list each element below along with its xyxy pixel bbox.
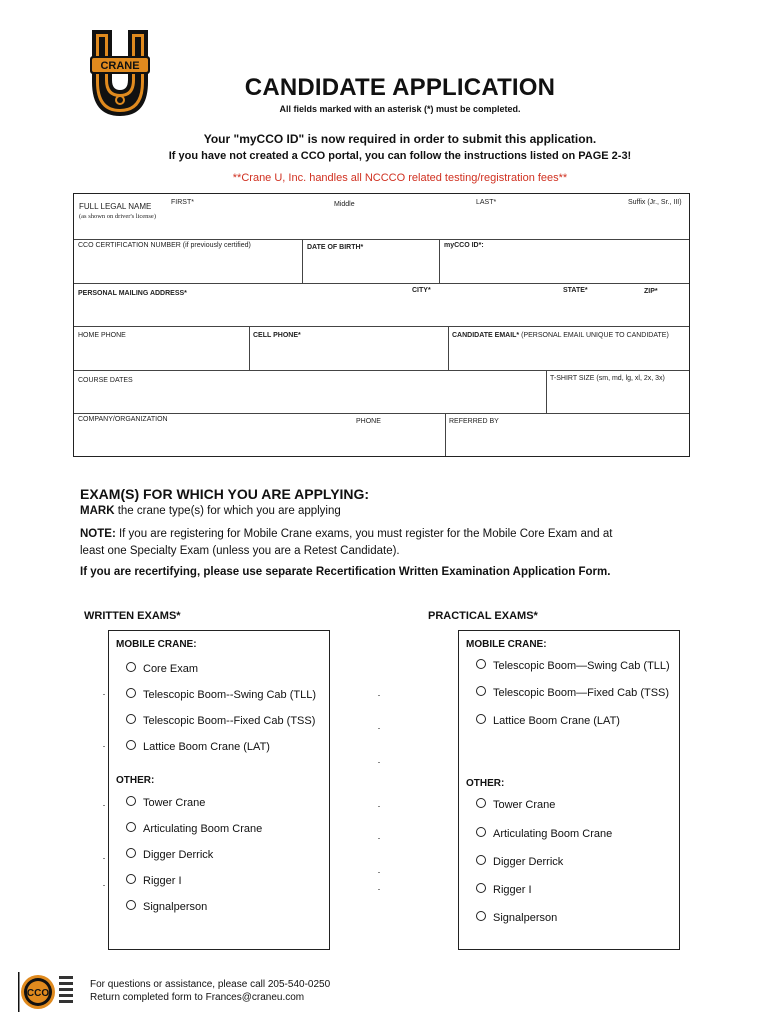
cco-cert-number-label: CCO CERTIFICATION NUMBER (if previously certified) <box>78 242 251 249</box>
mailing-address-label: PERSONAL MAILING ADDRESS* <box>78 290 187 297</box>
mycco-required-notice: Your "myCCO ID" is now required in order to submit this application. <box>203 132 597 146</box>
radio-icon <box>126 848 136 858</box>
page-title: CANDIDATE APPLICATION <box>244 74 556 101</box>
practical-articulating-option[interactable]: Articulating Boom Crane <box>476 827 612 840</box>
scan-artifact <box>378 762 380 763</box>
cco-logo <box>18 970 78 1014</box>
written-other-heading: OTHER: <box>116 775 155 786</box>
practical-lat-option[interactable]: Lattice Boom Crane (LAT) <box>476 714 620 727</box>
state-label: STATE* <box>563 287 588 294</box>
written-digger-derrick-option[interactable]: Digger Derrick <box>126 848 213 861</box>
applicant-info-form <box>73 193 690 457</box>
radio-icon <box>476 686 486 696</box>
practical-signalperson-option[interactable]: Signalperson <box>476 911 557 924</box>
radio-icon <box>476 855 486 865</box>
written-articulating-option[interactable]: Articulating Boom Crane <box>126 822 262 835</box>
referred-by-label: REFERRED BY <box>449 418 499 425</box>
practical-mobile-heading: MOBILE CRANE: <box>466 639 547 650</box>
logo-text: CRANE <box>100 60 140 72</box>
mycco-id-field[interactable] <box>440 240 689 283</box>
dob-label: DATE OF BIRTH* <box>307 244 364 251</box>
scan-artifact <box>378 806 380 807</box>
scan-artifact <box>378 695 380 696</box>
radio-icon <box>126 740 136 750</box>
cell-phone-label: CELL PHONE* <box>253 332 301 339</box>
scan-artifact <box>103 805 105 806</box>
portal-notice: If you have not created a CCO portal, you can follow the instructions listed on PAGE 2-3! <box>168 150 632 162</box>
phone-label: PHONE <box>356 418 381 425</box>
practical-tll-option[interactable]: Telescopic Boom—Swing Cab (TLL) <box>476 659 670 672</box>
city-label: CITY* <box>412 287 431 294</box>
practical-tower-crane-option[interactable]: Tower Crane <box>476 798 555 811</box>
company-label: COMPANY/ORGANIZATION <box>78 416 168 423</box>
cco-logo-text: CCO <box>26 988 50 999</box>
scan-artifact <box>103 885 105 886</box>
radio-icon <box>126 688 136 698</box>
recert-notice: If you are recertifying, please use separate Recertification Written Examination Application Form. <box>80 566 611 578</box>
dob-field[interactable] <box>303 240 439 283</box>
practical-tss-option[interactable]: Telescopic Boom—Fixed Cab (TSS) <box>476 686 669 699</box>
course-dates-label: COURSE DATES <box>78 377 133 384</box>
radio-icon <box>126 796 136 806</box>
page-subtitle: All fields marked with an asterisk (*) must be completed. <box>279 104 521 114</box>
radio-icon <box>476 659 486 669</box>
radio-icon <box>126 874 136 884</box>
suffix-label: Suffix (Jr., Sr., III) <box>628 199 682 206</box>
radio-icon <box>476 883 486 893</box>
as-shown-note: (as shown on driver's license) <box>79 213 156 220</box>
company-field[interactable] <box>74 414 445 456</box>
written-exams-heading: WRITTEN EXAMS* <box>84 610 181 622</box>
first-name-label: FIRST* <box>171 199 194 206</box>
radio-icon <box>476 798 486 808</box>
radio-icon <box>126 714 136 724</box>
cco-cert-number-field[interactable] <box>74 240 302 283</box>
footer-phone-line: For questions or assistance, please call 205-540-0250 <box>90 979 331 990</box>
note-line-1: NOTE: If you are registering for Mobile Crane exams, you must register for the Mobile Core Exam and at <box>80 528 613 540</box>
radio-icon <box>126 662 136 672</box>
mycco-id-label: myCCO ID*: <box>444 242 484 249</box>
radio-icon <box>476 827 486 837</box>
scan-artifact <box>378 889 380 890</box>
scan-artifact <box>103 694 105 695</box>
home-phone-label: HOME PHONE <box>78 332 126 339</box>
referred-by-field[interactable] <box>446 414 689 456</box>
full-legal-name-field[interactable] <box>74 194 689 239</box>
footer-email-line: Return completed form to Frances@craneu.com <box>90 992 305 1003</box>
practical-exams-box <box>458 630 680 950</box>
written-tower-crane-option[interactable]: Tower Crane <box>126 796 205 809</box>
course-dates-field[interactable] <box>74 371 546 413</box>
last-name-label: LAST* <box>476 199 497 206</box>
scan-artifact <box>103 746 105 747</box>
tshirt-size-label: T-SHIRT SIZE (sm, md, lg, xl, 2x, 3x) <box>550 375 665 382</box>
radio-icon <box>476 911 486 921</box>
written-mobile-heading: MOBILE CRANE: <box>116 639 197 650</box>
email-label: CANDIDATE EMAIL* (PERSONAL EMAIL UNIQUE TO CANDIDATE) <box>452 332 669 339</box>
practical-digger-derrick-option[interactable]: Digger Derrick <box>476 855 563 868</box>
mailing-address-field[interactable] <box>74 284 689 326</box>
written-tss-option[interactable]: Telescopic Boom--Fixed Cab (TSS) <box>126 714 315 727</box>
written-signalperson-option[interactable]: Signalperson <box>126 900 207 913</box>
zip-label: ZIP* <box>644 288 658 295</box>
scan-artifact <box>378 838 380 839</box>
fees-notice: **Crane U, Inc. handles all NCCCO related testing/registration fees** <box>232 172 568 184</box>
radio-icon <box>126 900 136 910</box>
note-line-2: least one Specialty Exam (unless you are a Retest Candidate). <box>80 545 400 557</box>
written-exams-box <box>108 630 330 950</box>
practical-other-heading: OTHER: <box>466 778 505 789</box>
written-lat-option[interactable]: Lattice Boom Crane (LAT) <box>126 740 270 753</box>
written-core-exam-option[interactable]: Core Exam <box>126 662 198 675</box>
scan-artifact <box>103 858 105 859</box>
mark-instruction: MARK the crane type(s) for which you are applying <box>80 505 341 517</box>
full-legal-name-label: FULL LEGAL NAME <box>79 202 152 211</box>
cell-phone-field[interactable] <box>250 327 448 370</box>
radio-icon <box>126 822 136 832</box>
practical-exams-heading: PRACTICAL EXAMS* <box>428 610 538 622</box>
email-field[interactable] <box>449 327 689 370</box>
tshirt-size-field[interactable] <box>547 371 689 413</box>
radio-icon <box>476 714 486 724</box>
written-rigger-option[interactable]: Rigger I <box>126 874 182 887</box>
scan-artifact <box>378 728 380 729</box>
home-phone-field[interactable] <box>74 327 249 370</box>
middle-name-label: Middle <box>334 201 355 208</box>
scan-artifact <box>378 872 380 873</box>
exams-heading: EXAM(S) FOR WHICH YOU ARE APPLYING: <box>80 486 370 502</box>
written-tll-option[interactable]: Telescopic Boom--Swing Cab (TLL) <box>126 688 316 701</box>
practical-rigger-option[interactable]: Rigger I <box>476 883 532 896</box>
